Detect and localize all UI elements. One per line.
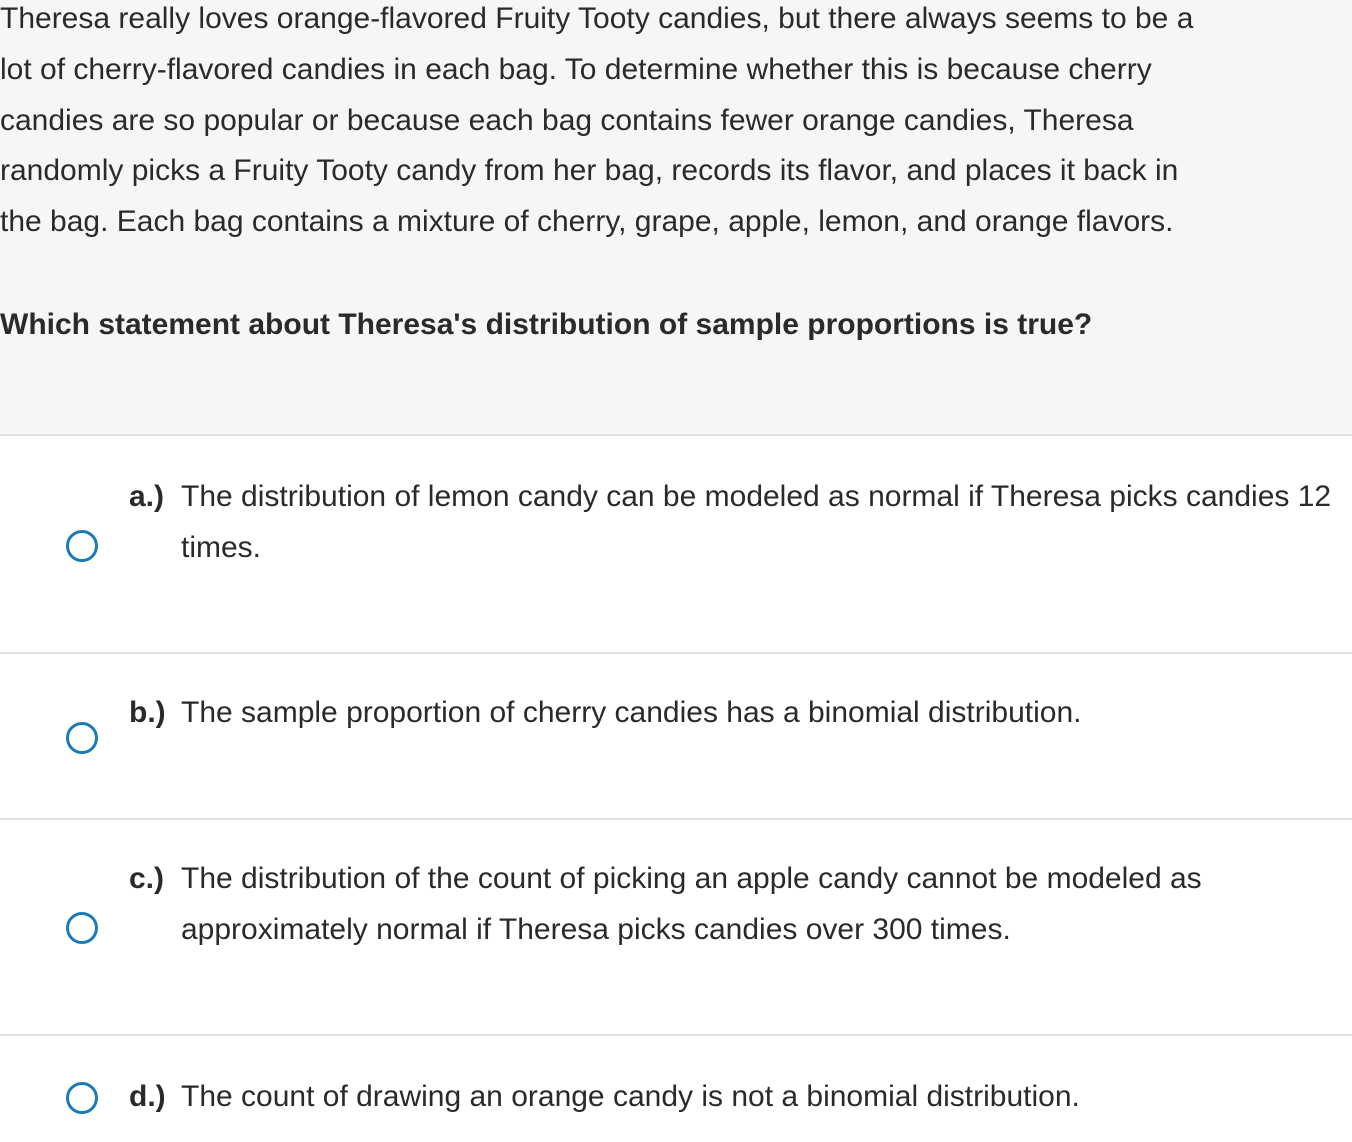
choice-text-a[interactable]: The distribution of lemon candy can be modeled as normal if Theresa picks candies 12 times.	[181, 480, 1332, 564]
answer-choice-b[interactable]	[0, 654, 1352, 820]
choice-letter-a: a.)	[129, 480, 165, 513]
choice-text-d[interactable]: The count of drawing an orange candy is not a binomial distribution.	[181, 1080, 1080, 1113]
choice-letter-b: b.)	[129, 696, 166, 729]
question-text: Which statement about Theresa's distribution of sample proportions is true?	[0, 308, 1093, 341]
choice-text-b[interactable]: The sample proportion of cherry candies has a binomial distribution.	[181, 696, 1082, 729]
choice-text-c[interactable]: The distribution of the count of picking an apple candy cannot be modeled as approximately normal if Theresa picks candies over 300 times.	[181, 862, 1202, 946]
answer-choice-d[interactable]	[0, 1036, 1352, 1142]
choice-letter-d: d.)	[129, 1080, 166, 1113]
choice-letter-c: c.)	[129, 862, 165, 895]
radio-button-d[interactable]	[66, 1082, 98, 1114]
radio-button-b[interactable]	[66, 722, 98, 754]
radio-button-c[interactable]	[66, 912, 98, 944]
question-panel	[0, 0, 1352, 436]
question-prompt: Theresa really loves orange-flavored Fruity Tooty candies, but there always seems to be a lot of cherry-flavored candies in each bag. To determine whether this is because cherry candies are so popular or because each bag contains fewer orange candies, Theresa randomly picks a Fruity Tooty candy from her bag, records its flavor, and places it back in the bag. Each bag contains a mixture of cherry, grape, apple, lemon, and orange flavors.	[0, 2, 1194, 239]
answer-choice-a[interactable]	[0, 436, 1352, 654]
answer-choice-c[interactable]	[0, 820, 1352, 1036]
radio-button-a[interactable]	[66, 530, 98, 562]
